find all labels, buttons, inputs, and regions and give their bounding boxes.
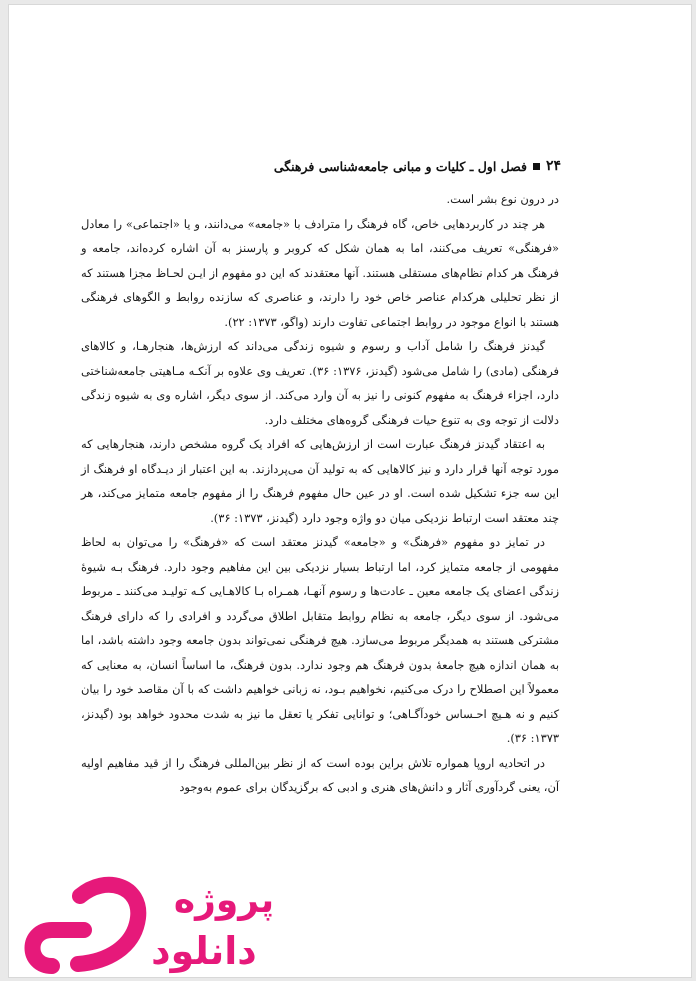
- watermark-logo: [22, 866, 275, 978]
- paragraph: در تمایز دو مفهوم «فرهنگ» و «جامعه» گیدنز معتقد است که «فرهنگ» را می‌توان به لحاظ مفهومی از جامعه متمایز کرد، اما ارتباط بسیار نزدیکی بین این مفاهیم وجود دارد. فرهنگ بـه شیوهٔ زندگی اعضای یک جامعه معین ـ عادت‌ها و رسوم آنهـا، همـراه بـا کالاهـایی کـه تولیـد می‌کنند ـ مربوط می‌شود. از سوی دیگر، جامعه به نظام روابط متقابل اطلاق می‌گردد و افرادی را که دارای فرهنگ مشترکی هستند به همدیگر مربوط می‌سازد. هیچ فرهنگی نمی‌تواند بدون جامعه وجود داشته باشد، اما به همان اندازه هیچ جامعهٔ بدون فرهنگ هم وجود ندارد. بدون فرهنگ، ما اساساً انسان، به معنایی که معمولاً این اصطلاح را درک می‌کنیم، نخواهیم بـود، نه زبانی خواهیم داشت که با آن مقاصد خود را بیان کنیم و نه هـیچ احـساس خودآگـاهی؛ و توانایی تفکر یا تعقل ما نیز به شدت محدود خواهد بود (گیدنز، ۱۳۷۳: ۳۶).: [81, 535, 559, 745]
- body-text: [81, 187, 559, 800]
- watermark-line2: دانلود: [151, 929, 257, 973]
- paragraph: گیدنز فرهنگ را شامل آداب و رسوم و شیوه زندگی می‌داند که ارزش‌ها، هنجارهـا، و کالاهای فرهنگی (مادی) را شامل می‌شود (گیدنز، ۱۳۷۶: ۳۶). تعریف وی علاوه بر آنکـه مـاهیتی جامعه‌شناختی دارد، اجزاء فرهنگ به مفهوم کنونی را نیز به آن وارد می‌کند. از سوی دیگر، اشاره وی به شیوه زندگی دلالت از توجه وی به تنوع حیات فرهنگی گروه‌های مختلف دارد.: [81, 339, 559, 427]
- bullet-square-icon: [533, 163, 540, 170]
- watermark-line1: پروژه: [173, 880, 275, 921]
- paragraph: به اعتقاد گیدنز فرهنگ عبارت است از ارزش‌هایی که افراد یک گروه مشخص دارند، هنجارهایی که مورد توجه آنها قرار دارد و نیز کالاهایی که به تولید آن می‌پردازند. به این اعتبار از دیـدگاه او فرهنگ از این سه جزء تشکیل شده است. او در عین حال مفهوم فرهنگ را از مفهوم جامعه متمایز می‌کند، هر چند معتقد است ارتباط نزدیکی میان دو واژه وجود دارد (گیدنز، ۱۳۷۳: ۳۶).: [81, 437, 559, 525]
- page-header: [97, 158, 561, 174]
- page-number: ۲۴: [545, 158, 561, 174]
- document-page: [8, 4, 692, 978]
- paragraph: در درون نوع بشر است.: [446, 192, 559, 206]
- paragraph: هر چند در کاربردهایی خاص، گاه فرهنگ را مترادف با «جامعه» می‌دانند، و یا «اجتماعی» را معادل «فرهنگی» تعریف می‌کنند، اما به همان شکل که کروبر و پارسنز به آن اشاره کرده‌اند، جامعه و فرهنگ هر کدام نظام‌های مستقلی هستند. آنها معتقدند که این دو مفهوم از ایـن لحـاظ مجزا هستند که از نظر تحلیلی هرکدام عناصر خاص خود را دارند، و عناصری که سازنده روابط و الگوهای فرهنگی هستند با انواع موجود در روابط اجتماعی تفاوت دارند (واگو، ۱۳۷۳: ۲۲).: [81, 216, 559, 329]
- paragraph: در اتحادیه اروپا همواره تلاش براین بوده است که از نظر بین‌المللی فرهنگ را از قید مفاهیم اولیه آن، یعنی گردآوری آثار و دانش‌های هنری و ادبی که برگزیدگان برای عموم به‌وجود: [81, 755, 559, 794]
- logo-emblem-icon: [33, 885, 139, 966]
- chapter-title: فصل اول ـ کلیات و مبانی جامعه‌شناسی فرهنگی: [273, 158, 527, 174]
